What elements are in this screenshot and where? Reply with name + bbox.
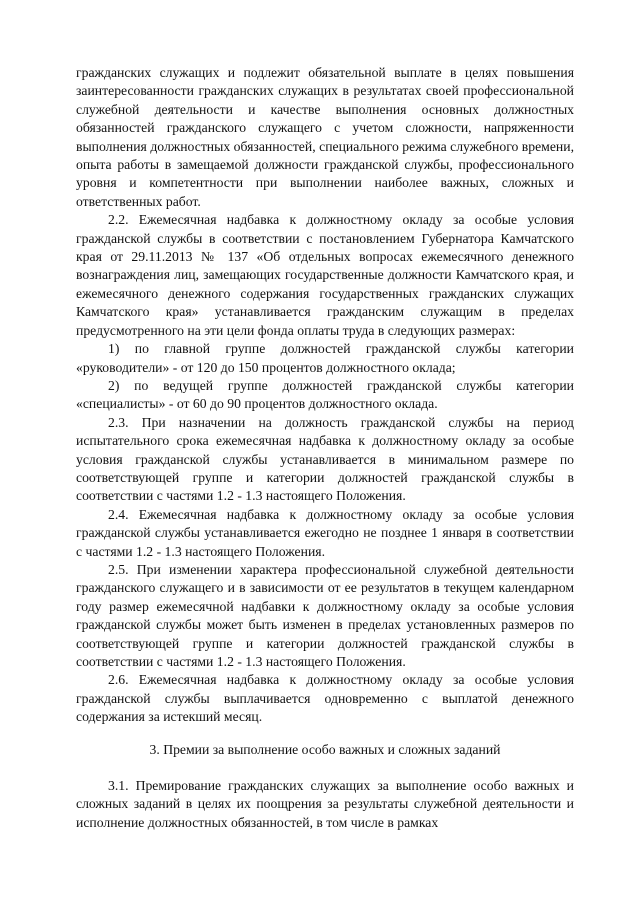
paragraph-3-1: 3.1. Премирование гражданских служащих за выполнение особо важных и сложных заданий в целях их поощрения за результаты служебной деятельности и исполнение должностных обязанностей, в том числе в рамках (76, 778, 574, 830)
document-page (76, 64, 574, 832)
paragraph-continuation: гражданских служащих и подлежит обязательной выплате в целях повышения заинтересованности гражданских служащих в результатах своей профессиональной служебной деятельности и качестве выполнения основных должностных обязанностей гражданского служащего с учетом сложности, напряженности выполнения должностных обязанностей, специального режима служебного времени, опыта работы в замещаемой должности гражданской службы, профессионального уровня и компетентности при выполнении наиболее важных, сложных и ответственных работ. (76, 65, 574, 209)
paragraph-2-2-item-2: 2) по ведущей группе должностей гражданской службы категории «специалисты» - от 60 до 90 процентов должностного оклада. (76, 377, 574, 412)
paragraph-2-4: 2.4. Ежемесячная надбавка к должностному окладу за особые условия гражданской службы устанавливается ежегодно не позднее 1 января в соответствии с частями 1.2 - 1.3 настоящего Положения. (76, 506, 574, 559)
paragraph-2-6: 2.6. Ежемесячная надбавка к должностному окладу за особые условия гражданской службы выплачивается одновременно с выплатой денежного содержания за истекший месяц. (76, 672, 574, 725)
paragraph-2-2-item-1: 1) по главной группе должностей гражданской службы категории «руководители» - от 120 до 150 процентов должностного оклада; (76, 341, 574, 375)
paragraph-2-2: 2.2. Ежемесячная надбавка к должностному окладу за особые условия гражданской службы в соответствии с постановлением Губернатора Камчатского края от 29.11.2013 № 137 «Об отдельных вопросах ежемесячного денежного вознаграждения лиц, замещающих государственные должности Камчатского края, и ежемесячного денежного содержания государственных гражданских служащих Камчатского края» устанавливается гражданским служащим в пределах предусмотренного на эти цели фонда оплаты труда в следующих размерах: (76, 212, 574, 338)
paragraph-2-5: 2.5. При изменении характера профессиональной служебной деятельности гражданского служащего и в зависимости от ее результатов в текущем календарном году размер ежемесячной надбавки к должностному окладу за особые условия гражданской службы может быть изменен в пределах установленных размеров по соответствующей группе и категории должностей гражданской службы в соответствии с частями 1.2 - 1.3 настоящего Положения. (76, 561, 574, 669)
paragraph-2-3: 2.3. При назначении на должность гражданской службы на период испытательного срока ежемесячная надбавка к должностному окладу за особые условия гражданской службы устанавливается в минимальном размере по соответствующей группе и категории должностей гражданской службы в соответствии с частями 1.2 - 1.3 настоящего Положения. (76, 414, 574, 504)
section-heading: 3. Премии за выполнение особо важных и сложных заданий (149, 741, 501, 757)
